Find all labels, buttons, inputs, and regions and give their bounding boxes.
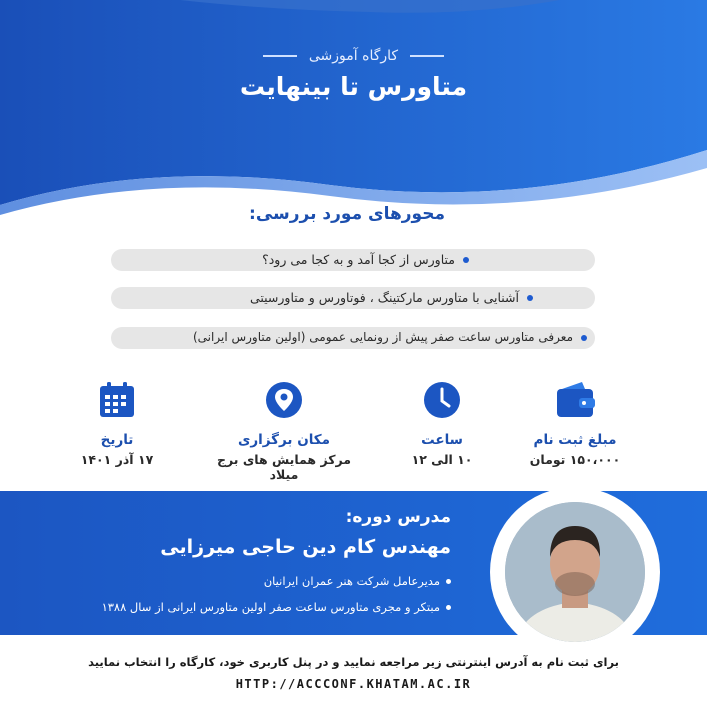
clock-icon	[367, 380, 517, 420]
kicker-rule-left	[263, 55, 297, 57]
wallet-icon	[500, 380, 650, 420]
bullet-dot	[527, 295, 533, 301]
instructor-photo	[505, 502, 645, 642]
date-info	[42, 380, 192, 467]
fee-value: ۱۵۰،۰۰۰ تومان	[529, 452, 621, 467]
hero-banner	[0, 0, 707, 235]
place-value: مرکز همایش های برج میلاد	[216, 452, 351, 482]
place-info	[209, 380, 359, 482]
location-pin-icon	[209, 380, 359, 420]
time-info	[367, 380, 517, 467]
topic-item	[111, 287, 595, 309]
registration-url[interactable]: HTTP://ACCCONF.KHATAM.AC.IR	[235, 677, 472, 691]
bullet-dot	[463, 257, 469, 263]
instructor-bullet	[264, 574, 451, 588]
kicker-rule-right	[410, 55, 444, 57]
bullet-dot	[446, 579, 451, 584]
date-value: ۱۷ آذر ۱۴۰۱	[80, 452, 154, 467]
date-label: تاریخ	[100, 432, 134, 448]
bullet-dot	[446, 605, 451, 610]
topic-item	[111, 327, 595, 349]
time-value: ۱۰ الی ۱۲	[411, 452, 473, 467]
fee-info	[500, 380, 650, 467]
page-title: متاورس تا بینهایت	[239, 72, 468, 101]
fee-label: مبلغ ثبت نام	[533, 432, 617, 448]
place-label: مکان برگزاری	[238, 432, 330, 448]
topic-item	[111, 249, 595, 271]
instructor-bullet	[102, 600, 451, 614]
registration-instruction: برای ثبت نام به آدرس اینترنتی زیر مراجعه نمایید و در پنل کاربری خود، کارگاه را انتخاب نمایید	[88, 655, 619, 669]
time-label: ساعت	[421, 432, 463, 448]
topic-text: معرفی متاورس ساعت صفر پیش از رونمایی عمومی (اولین متاورس ایرانی)	[193, 330, 573, 344]
topics-heading: محورهای مورد بررسی:	[249, 204, 445, 224]
instructor-heading: مدرس دوره:	[345, 507, 451, 527]
kicker-text: کارگاه آموزشی	[308, 48, 399, 64]
instructor-name: مهندس کام دین حاجی میرزایی	[160, 536, 451, 558]
topic-text: آشنایی با متاورس مارکتینگ ، فوتاورس و متاورسیتی	[249, 290, 519, 305]
bullet-dot	[581, 335, 587, 341]
workshop-kicker	[0, 48, 707, 64]
hero-background	[0, 0, 707, 235]
topic-text: متاورس از کجا آمد و به کجا می رود؟	[262, 252, 455, 267]
bullet-text: مدیرعامل شرکت هنر عمران ایرانیان	[263, 574, 440, 588]
calendar-icon	[42, 380, 192, 420]
bullet-text: مبتکر و مجری متاورس ساعت صفر اولین متاورس ایرانی از سال ۱۳۸۸	[101, 600, 440, 614]
